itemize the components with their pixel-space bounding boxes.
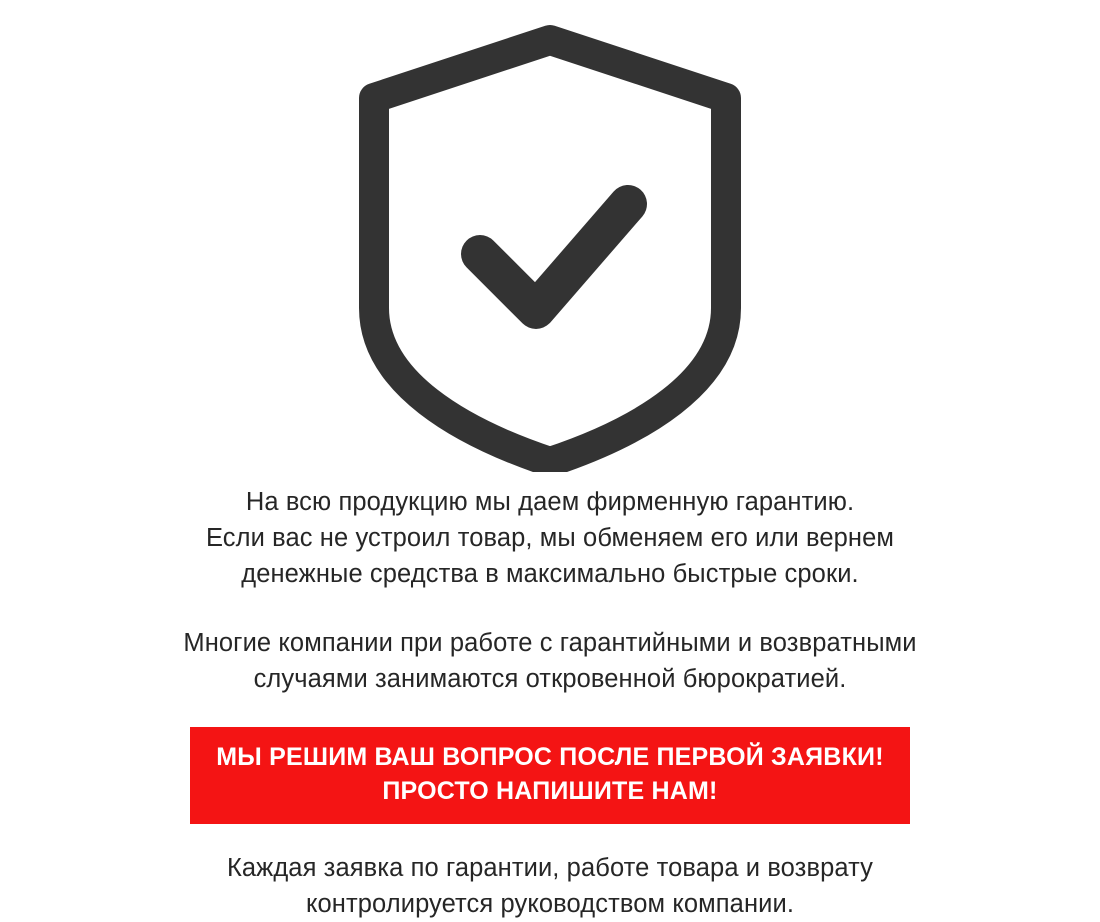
call-to-action-banner <box>190 727 910 824</box>
paragraph-3-line-2: контролируется руководством компании. <box>305 889 795 918</box>
paragraph-1-line-3: денежные средства в максимально быстрые сроки. <box>241 560 859 589</box>
guarantee-paragraph-1 <box>120 484 980 593</box>
shield-check-icon <box>335 22 765 472</box>
guarantee-paragraph-2 <box>120 625 980 697</box>
paragraph-3-line-1: Каждая заявка по гарантии, работе товара и возврату <box>226 853 874 882</box>
guarantee-text-block <box>120 472 980 922</box>
paragraph-1-line-1: На всю продукцию мы даем фирменную гарантию. <box>245 488 855 516</box>
banner-line-1: МЫ РЕШИМ ВАШ ВОПРОС ПОСЛЕ ПЕРВОЙ ЗАЯВКИ! <box>216 743 884 772</box>
paragraph-1-line-2: Если вас не устроил товар, мы обменяем его или вернем <box>205 524 895 553</box>
paragraph-2-line-1: Многие компании при работе с гарантийными и возвратными <box>183 628 917 657</box>
guarantee-paragraph-3 <box>120 850 980 922</box>
banner-line-2: ПРОСТО НАПИШИТЕ НАМ! <box>382 777 718 806</box>
paragraph-2-line-2: случаями занимаются откровенной бюрократией. <box>253 664 847 693</box>
